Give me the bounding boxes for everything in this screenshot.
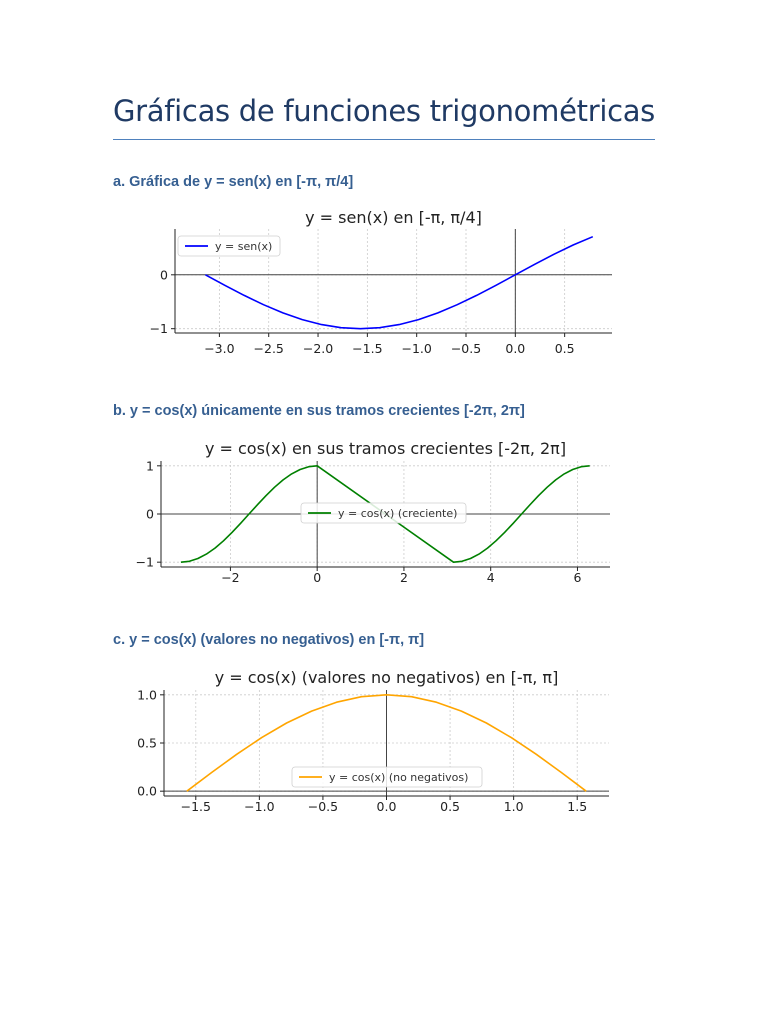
x-tick-label: 6 <box>573 570 582 585</box>
legend-label: y = sen(x) <box>215 240 273 253</box>
x-tick-label: 1.5 <box>567 799 588 814</box>
section-a-heading: a. Gráfica de y = sen(x) en [-π, π/4] <box>113 174 354 190</box>
x-tick-label: −1.0 <box>244 799 275 814</box>
chart-cos-increasing <box>125 432 620 600</box>
x-tick-label: 1.0 <box>503 799 524 814</box>
y-tick-label: 0.0 <box>137 783 157 799</box>
chart-title: y = cos(x) (valores no negativos) en [-π, π] <box>214 668 559 687</box>
chart-title: y = cos(x) en sus tramos crecientes [-2π, 2π] <box>204 439 567 458</box>
x-tick-label: 0.5 <box>440 799 461 814</box>
x-tick-label: 0.0 <box>505 341 526 356</box>
x-tick-label: 0 <box>313 570 322 585</box>
chart-legend <box>292 767 482 787</box>
y-tick-label: −1 <box>149 321 168 337</box>
title-divider <box>113 139 655 140</box>
chart-cos-nonnegative <box>125 662 620 824</box>
x-tick-label: −1.5 <box>352 341 383 356</box>
y-tick-label: 0 <box>160 267 168 283</box>
x-tick-label: −0.5 <box>307 799 339 814</box>
chart-legend <box>178 236 280 256</box>
x-tick-label: −2.5 <box>253 341 284 356</box>
y-tick-label: 0 <box>146 506 154 522</box>
chart-title: y = sen(x) en [-π, π/4] <box>305 208 482 227</box>
legend-label: y = cos(x) (no negativos) <box>329 771 469 784</box>
y-tick-label: 1.0 <box>137 687 157 703</box>
section-c-heading: c. y = cos(x) (valores no negativos) en [-π, π] <box>113 632 425 648</box>
x-tick-label: −2.0 <box>302 341 334 356</box>
y-tick-label: 0.5 <box>137 735 157 751</box>
chart-legend <box>301 503 466 523</box>
y-tick-label: −1 <box>135 554 154 570</box>
x-tick-label: 0.5 <box>554 341 575 356</box>
legend-label: y = cos(x) (creciente) <box>338 507 458 520</box>
x-tick-label: −1.0 <box>401 341 432 356</box>
y-tick-label: 1 <box>146 458 154 474</box>
document-title: Gráficas de funciones trigonométricas <box>113 94 655 128</box>
x-tick-label: −2 <box>221 570 240 585</box>
x-tick-label: 2 <box>399 570 408 585</box>
x-tick-label: −1.5 <box>180 799 211 814</box>
section-b-heading: b. y = cos(x) únicamente en sus tramos crecientes [-2π, 2π] <box>113 403 525 419</box>
x-tick-label: −3.0 <box>204 341 235 356</box>
x-tick-label: 0.0 <box>376 799 397 814</box>
chart-sine <box>125 200 620 368</box>
x-tick-label: 4 <box>486 570 495 585</box>
x-tick-label: −0.5 <box>450 341 482 356</box>
